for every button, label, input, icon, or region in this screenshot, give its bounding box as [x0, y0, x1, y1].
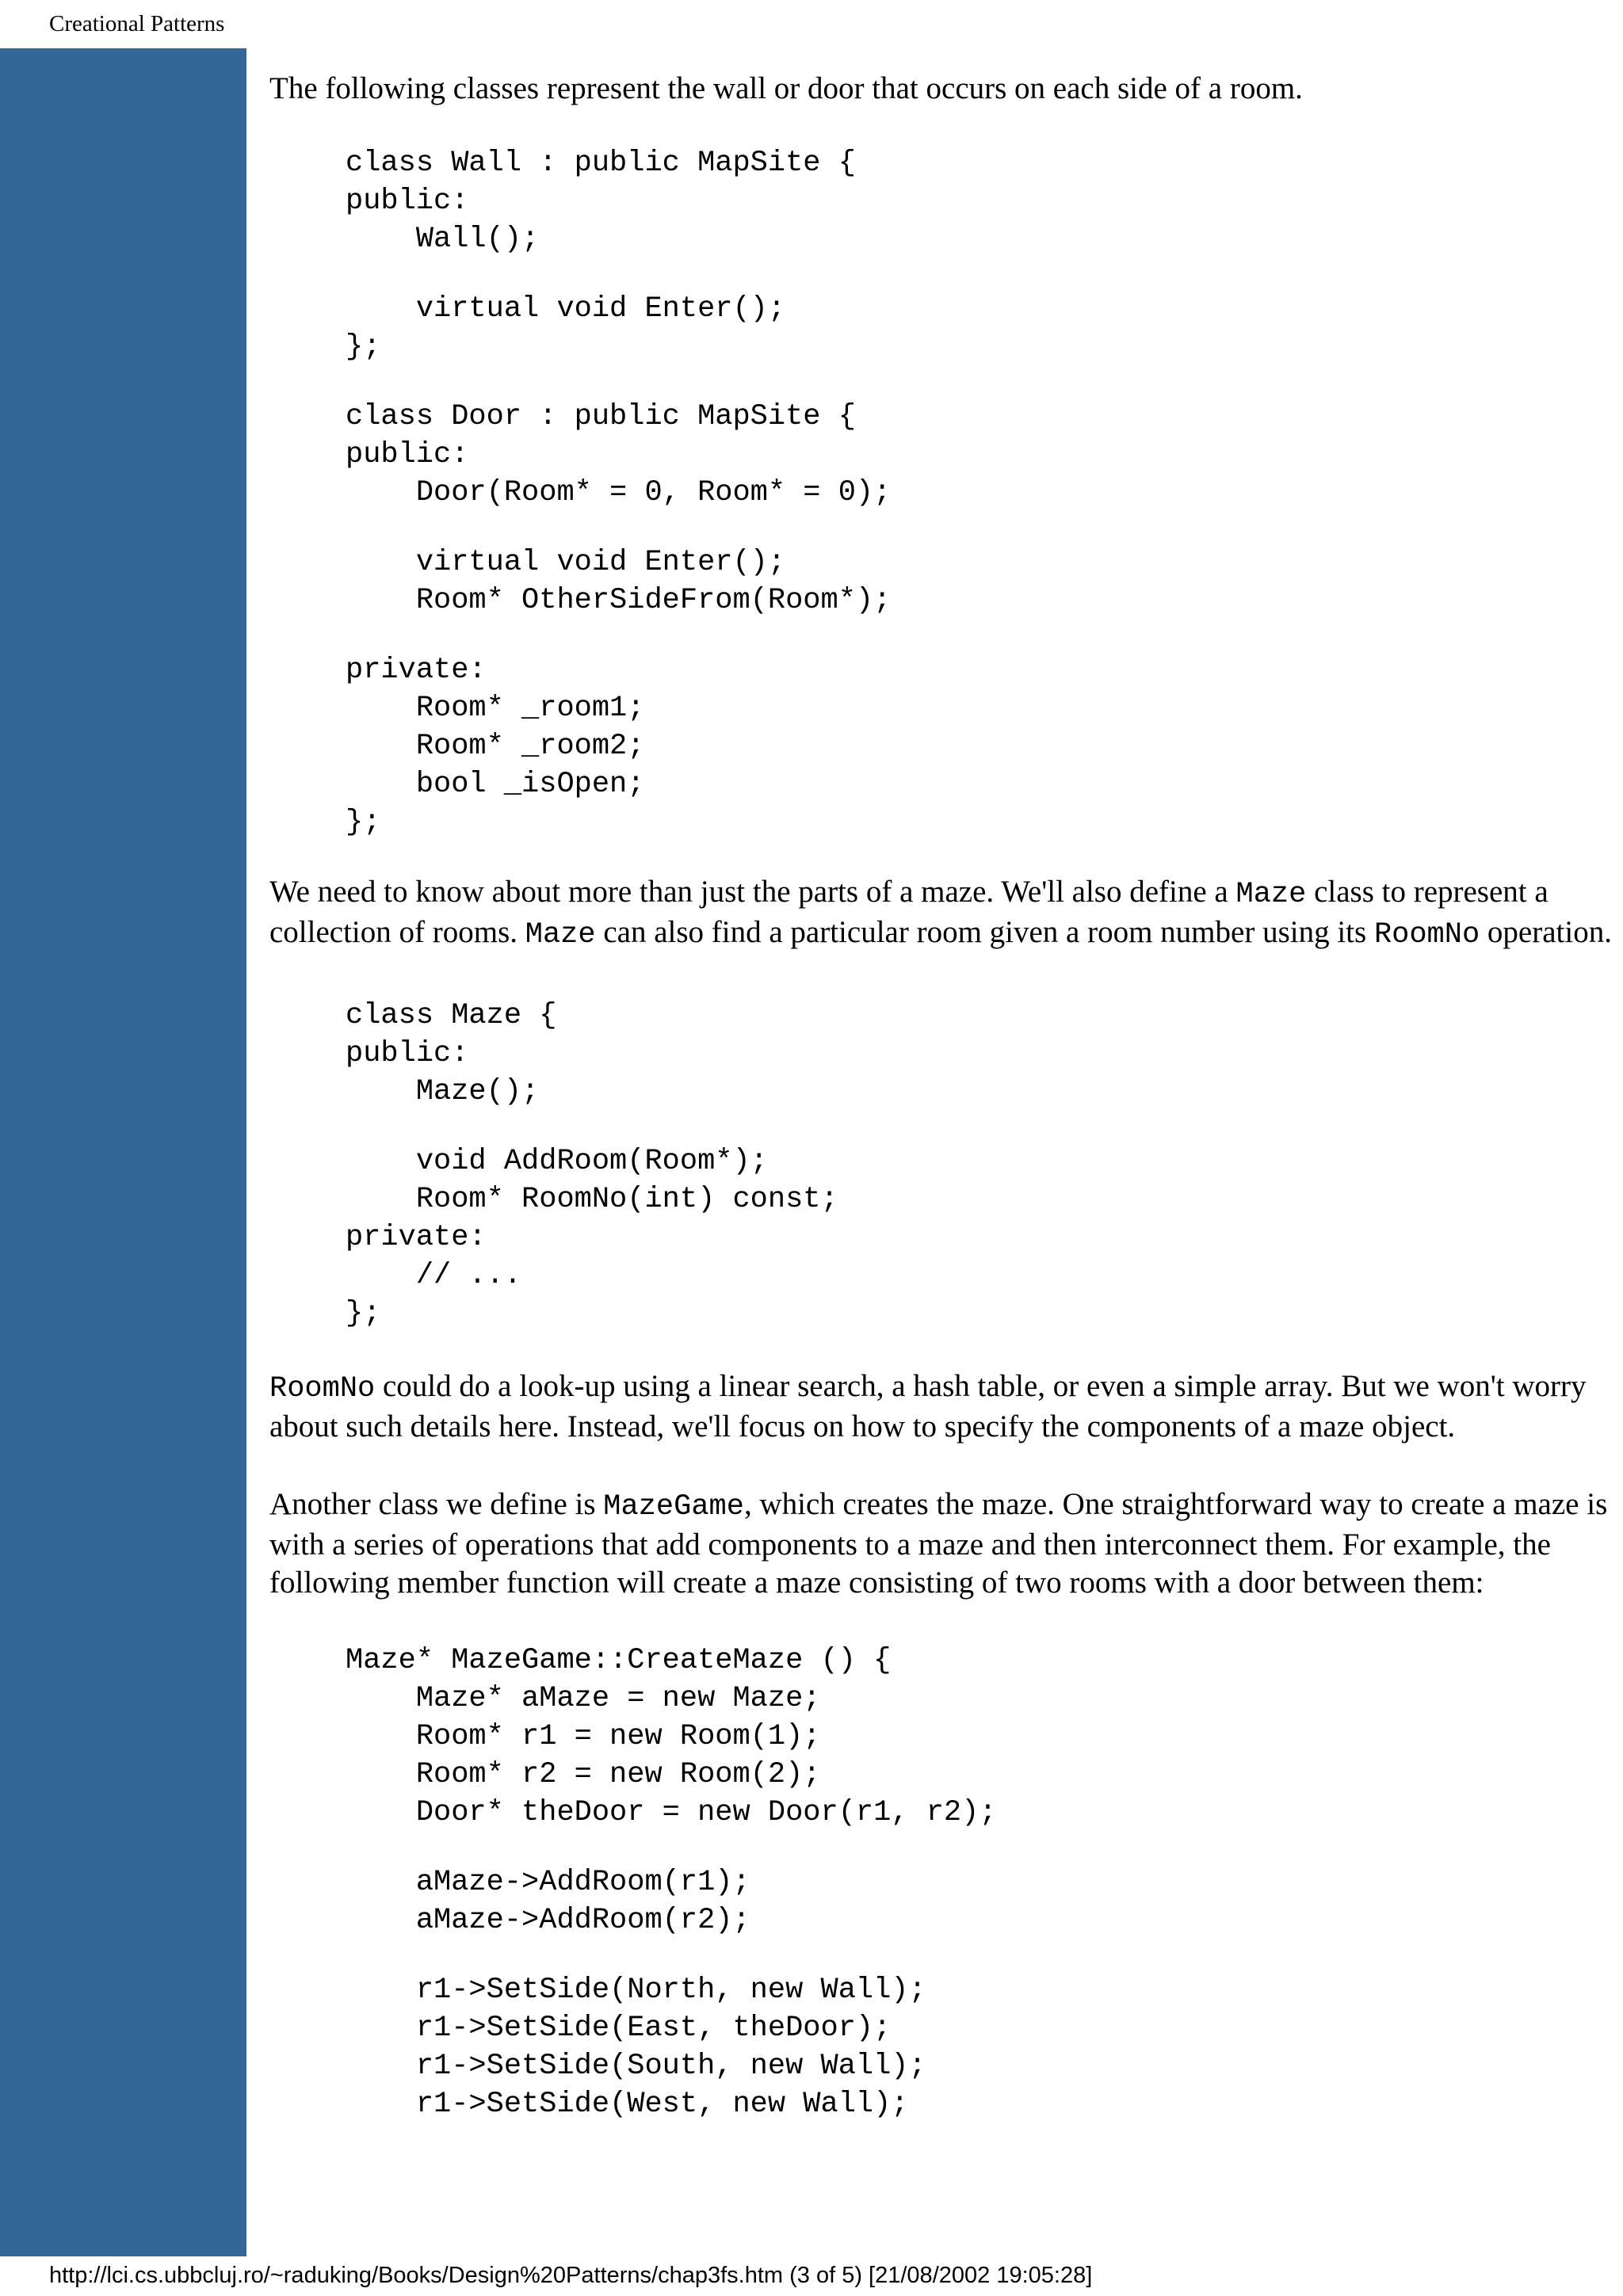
code-line: // ...	[346, 1259, 522, 1292]
code-line: public:	[346, 1037, 469, 1070]
code-line: Room* _room2;	[346, 730, 645, 763]
code-line: Door(Room* = 0, Room* = 0);	[346, 476, 892, 509]
code-line: bool _isOpen;	[346, 768, 645, 801]
code-line: private:	[346, 1221, 487, 1254]
roomno-operation-name: RoomNo	[269, 1372, 376, 1405]
code-line: Room* RoomNo(int) const;	[346, 1183, 838, 1216]
code-line	[346, 1832, 1617, 1863]
left-sidebar-band	[0, 48, 246, 2256]
code-line	[346, 1111, 1617, 1142]
code-line: public:	[346, 438, 469, 471]
code-line: Maze* aMaze = new Maze;	[346, 1682, 821, 1715]
maze-paragraph-text-c: can also find a particular room given a room number using its	[595, 915, 1374, 949]
mazegame-paragraph-text-a: Another class we define is	[269, 1487, 604, 1521]
code-line: private:	[346, 654, 487, 687]
code-line: virtual void Enter();	[346, 546, 786, 579]
code-line: virtual void Enter();	[346, 292, 786, 326]
code-line: Wall();	[346, 223, 540, 256]
code-line: public:	[346, 185, 469, 218]
code-line: class Maze {	[346, 999, 557, 1032]
maze-class-name: Maze	[1235, 878, 1307, 911]
footer-url: http://lci.cs.ubbcluj.ro/~raduking/Books/Design%20Patterns/chap3fs.htm (3 of 5) [21/08/2002 19:05:28]	[49, 2263, 1093, 2288]
code-block-maze	[269, 997, 1617, 1333]
code-block-door	[269, 398, 1617, 841]
code-line: class Wall : public MapSite {	[346, 147, 856, 180]
mazegame-paragraph	[269, 1486, 1617, 1602]
code-line: r1->SetSide(North, new Wall);	[346, 1974, 926, 2007]
code-line: Room* r1 = new Room(1);	[346, 1720, 821, 1753]
code-line: r1->SetSide(West, new Wall);	[346, 2088, 909, 2121]
roomno-paragraph-text: could do a look-up using a linear search, a hash table, or even a simple array. But we won't worry about such details here. Instead, we'll focus on how to specify the components of a maze object.	[269, 1369, 1587, 1444]
intro-paragraph: The following classes represent the wall or door that occurs on each side of a room.	[269, 71, 1303, 105]
maze-paragraph-text-b: class to represent a collection of rooms.	[269, 875, 1549, 949]
code-line	[346, 1939, 1617, 1971]
code-block-create-maze	[269, 1642, 1617, 2123]
code-line: };	[346, 806, 381, 839]
roomno-paragraph	[269, 1367, 1617, 1446]
mazegame-class-name: MazeGame	[603, 1490, 744, 1524]
code-line: Maze();	[346, 1075, 540, 1108]
main-content	[269, 70, 1617, 2123]
code-line	[346, 258, 1617, 290]
maze-paragraph-text-a: We need to know about more than just the parts of a maze. We'll also define a	[269, 875, 1236, 909]
code-line: Maze* MazeGame::CreateMaze () {	[346, 1644, 892, 1677]
code-line: Door* theDoor = new Door(r1, r2);	[346, 1796, 997, 1829]
code-line: r1->SetSide(East, theDoor);	[346, 2012, 892, 2045]
code-block-wall	[269, 144, 1617, 366]
code-line: Room* r2 = new Room(2);	[346, 1758, 821, 1791]
code-line: };	[346, 330, 381, 364]
code-line: r1->SetSide(South, new Wall);	[346, 2050, 926, 2083]
code-line: Room* OtherSideFrom(Room*);	[346, 584, 892, 617]
page-header-title: Creational Patterns	[49, 11, 225, 36]
code-line: aMaze->AddRoom(r2);	[346, 1904, 750, 1937]
code-line: void AddRoom(Room*);	[346, 1145, 768, 1178]
code-line: aMaze->AddRoom(r1);	[346, 1866, 750, 1899]
mazegame-paragraph-text-b: , which creates the maze. One straightforward way to create a maze is with a series of operations that add components to a maze and then interconnect them. For example, the following member function will create a maze consisting of two rooms with a door between them:	[269, 1487, 1608, 1600]
roomno-operation-name: RoomNo	[1373, 918, 1480, 952]
code-line	[346, 620, 1617, 651]
maze-paragraph	[269, 873, 1617, 954]
code-line: Room* _room1;	[346, 692, 645, 725]
maze-paragraph-text-d: operation.	[1480, 915, 1612, 949]
maze-class-name: Maze	[525, 918, 596, 952]
code-line: class Door : public MapSite {	[346, 400, 856, 433]
code-line: };	[346, 1297, 381, 1330]
code-line	[346, 512, 1617, 543]
